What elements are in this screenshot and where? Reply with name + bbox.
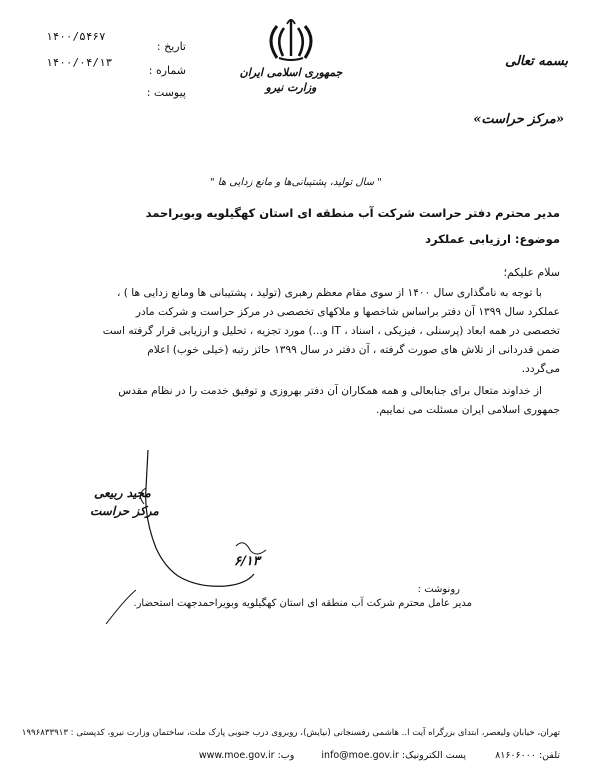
email-link[interactable]: info@moe.gov.ir <box>321 750 399 761</box>
web-label: وب: <box>277 750 295 761</box>
closing-paragraph <box>40 382 560 420</box>
signatory-title: مرکز حراست <box>90 504 159 518</box>
closing-line: از خداوند متعال برای جنابعالی و همه همکاران آن دفتر بهروزی و توفیق خدمت را در نظام مقدس <box>118 385 542 397</box>
signatory-name: مجید ربیعی <box>94 486 151 500</box>
letter-number-value: ۱۴۰۰/۵۴۶۷ <box>46 30 106 43</box>
greeting: سلام علیکم؛ <box>503 266 560 279</box>
body-line: تخصصی در همه ابعاد (پرسنلی ، فیزیکی ، اسناد ، IT و...) مورد تجزیه ، تحلیل و ارزیابی قرار گرفته است <box>102 325 560 337</box>
body-line: با توجه به نامگذاری سال ۱۴۰۰ از سوی مقام معظم رهبری (تولید ، پشتیبانی ها ومانع زدایی ها ) ، <box>116 287 542 299</box>
subject-line: موضوع: ارزیابی عملکرد <box>425 232 560 246</box>
initials-note: ۶/۱۳ <box>234 554 260 569</box>
footer-contacts <box>40 750 560 764</box>
office-heading: «مرکز حراست» <box>473 112 564 127</box>
date-label: تاریخ : <box>156 40 186 53</box>
body-line: عملکرد سال ۱۳۹۹ آن دفتر براساس شاخصها و ملاکهای تخصصی در مرکز حراست و شرکت مادر <box>135 306 560 318</box>
header-meta <box>44 28 194 98</box>
cc-line: مدیر عامل محترم شرکت آب منطقه ای استان کهگیلویه وبویراحمدجهت استحضار. <box>133 598 472 609</box>
ministry-emblem <box>236 16 346 116</box>
signature-block <box>86 448 286 638</box>
body-paragraph <box>40 284 560 379</box>
web-link[interactable]: www.moe.gov.ir <box>198 750 275 761</box>
footer-address: تهران، خیابان ولیعصر، ابتدای بزرگراه آیت ا.. هاشمی رفسنجانی (نیایش)، روبروی درب جنوبی پارک ملت، ساختمان وزارت نیرو، کدپستی : ۱۹۹۶۸۳۳۹۱۳ <box>21 728 560 738</box>
body-line: می‌گردد. <box>521 363 560 375</box>
email-label: پست الکترونیک: <box>401 750 467 761</box>
closing-line: جمهوری اسلامی ایران مسئلت می نماییم. <box>376 404 560 416</box>
bismillah: بسمه تعالی <box>505 54 568 69</box>
footer <box>0 726 600 770</box>
attachment-label: پیوست : <box>146 86 186 99</box>
iran-emblem-icon <box>265 16 317 62</box>
recipient-line: مدیر محترم دفتر حراست شرکت آب منطقه ای استان کهگیلویه وبویراحمد <box>145 206 560 220</box>
emblem-ministry-text: وزارت نیرو <box>265 81 317 94</box>
number-label: شماره : <box>148 64 186 77</box>
letter-date-value: ۱۴۰۰/۰۴/۱۳ <box>46 56 113 69</box>
emblem-country-text: جمهوری اسلامی ایران <box>239 66 343 79</box>
year-slogan: " سال تولید، پشتیبانی‌ها و مانع زدایی ها " <box>210 177 382 188</box>
phone-value: ۸۱۶۰۶۰۰۰ <box>495 750 536 761</box>
signature-scribble-icon <box>86 448 286 638</box>
cc-label: رونوشت : <box>417 584 460 595</box>
body-line: ضمن قدردانی از تلاش های صورت گرفته ، آن دفتر در سال ۱۳۹۹ حائز رتبه (خیلی خوب) اعلام <box>147 344 560 356</box>
phone-label: تلفن: <box>538 750 560 761</box>
